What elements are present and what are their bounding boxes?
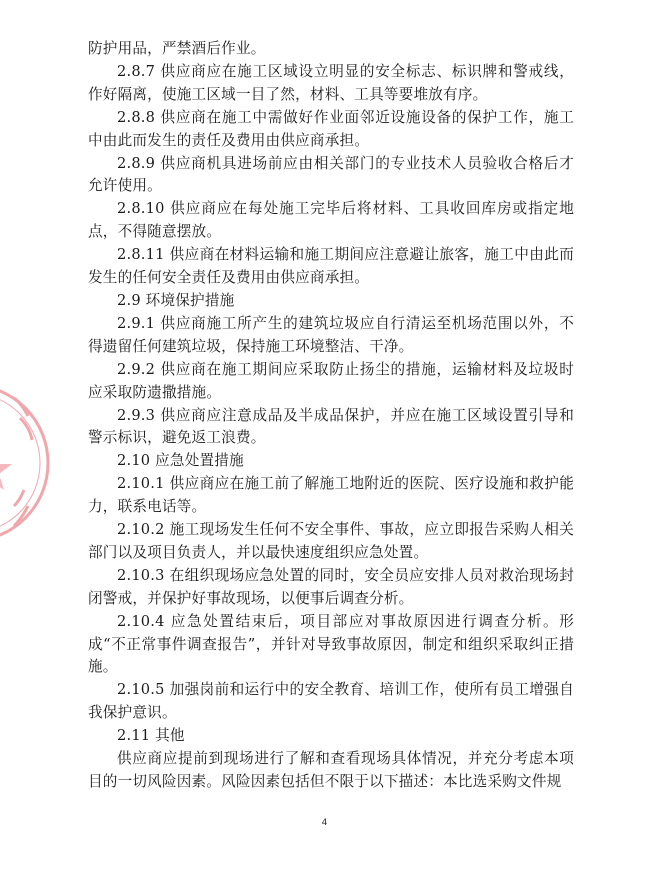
page-number: 4 — [321, 818, 328, 828]
section-heading-2-10: 2.10 应急处置措施 — [117, 452, 244, 470]
paragraph-2-11-body: 供应商应提前到现场进行了解和查看现场具体情况，并充分考虑本项目的一切风险因素。风险因素包括但不限于以下描述：本比选采购文件规 — [88, 750, 574, 790]
paragraph-2-9-3: 2.9.3 供应商应注意成品及半成品保护，并应在施工区域设置引导和警示标识，避免返工浪费。 — [88, 406, 574, 447]
red-seal-stamp — [0, 378, 52, 548]
paragraph-2-10-5: 2.10.5 加强岗前和运行中的安全教育、培训工作，使所有员工增强自我保护意识。 — [88, 681, 574, 722]
section-heading-2-9: 2.9 环境保护措施 — [117, 291, 235, 309]
seal-inner-ring — [0, 393, 40, 533]
document-body — [88, 38, 574, 794]
paragraph-2-8-9: 2.8.9 供应商机具进场前应由相关部门的专业技术人员验收合格后才允许使用。 — [88, 154, 574, 195]
paragraph-2-8-8: 2.8.8 供应商在施工中需做好作业面邻近设施设备的保护工作，施工中由此而发生的责任及费用由供应商承担。 — [88, 108, 574, 149]
paragraph-2-8-11: 2.8.11 供应商在材料运输和施工期间应注意避让旅客，施工中由此而发生的任何安全责任及费用由供应商承担。 — [88, 246, 574, 287]
paragraph-2-10-2: 2.10.2 施工现场发生任何不安全事件、事故，应立即报告采购人相关部门以及项目负责人，并以最快速度组织应急处置。 — [88, 521, 574, 561]
paragraph-continuation: 防护用品，严禁酒后作业。 — [88, 40, 266, 57]
paragraph-2-8-7: 2.8.7 供应商应在施工区域设立明显的安全标志、标识牌和警戒线，作好隔离，使施工区域一目了然，材料、工具等要堆放有序。 — [88, 62, 574, 103]
paragraph-2-10-1: 2.10.1 供应商应在施工前了解施工地附近的医院、医疗设施和救护能力，联系电话等。 — [88, 475, 574, 516]
paragraph-2-9-2: 2.9.2 供应商在施工期间应采取防止扬尘的措施，运输材料及垃圾时应采取防遗撒措施。 — [88, 360, 574, 401]
paragraph-2-8-10: 2.8.10 供应商应在每处施工完毕后将材料、工具收回库房或指定地点，不得随意摆放。 — [88, 200, 574, 241]
paragraph-2-10-4: 2.10.4 应急处置结束后，项目部应对事故原因进行调查分析。形成“不正常事件调查报告”，并针对导致事故原因，制定和组织采取纠正措施。 — [88, 612, 574, 676]
paragraph-2-9-1: 2.9.1 供应商施工所产生的建筑垃圾应自行清运至机场范围以外，不得遗留任何建筑垃圾，保持施工环境整洁、干净。 — [88, 314, 574, 355]
section-heading-2-11: 2.11 其他 — [117, 727, 185, 745]
paragraph-2-10-3: 2.10.3 在组织现场应急处置的同时，安全员应安排人员对救治现场封闭警戒，并保护好事故现场，以便事后调查分析。 — [88, 566, 574, 607]
seal-star-icon — [0, 448, 12, 490]
